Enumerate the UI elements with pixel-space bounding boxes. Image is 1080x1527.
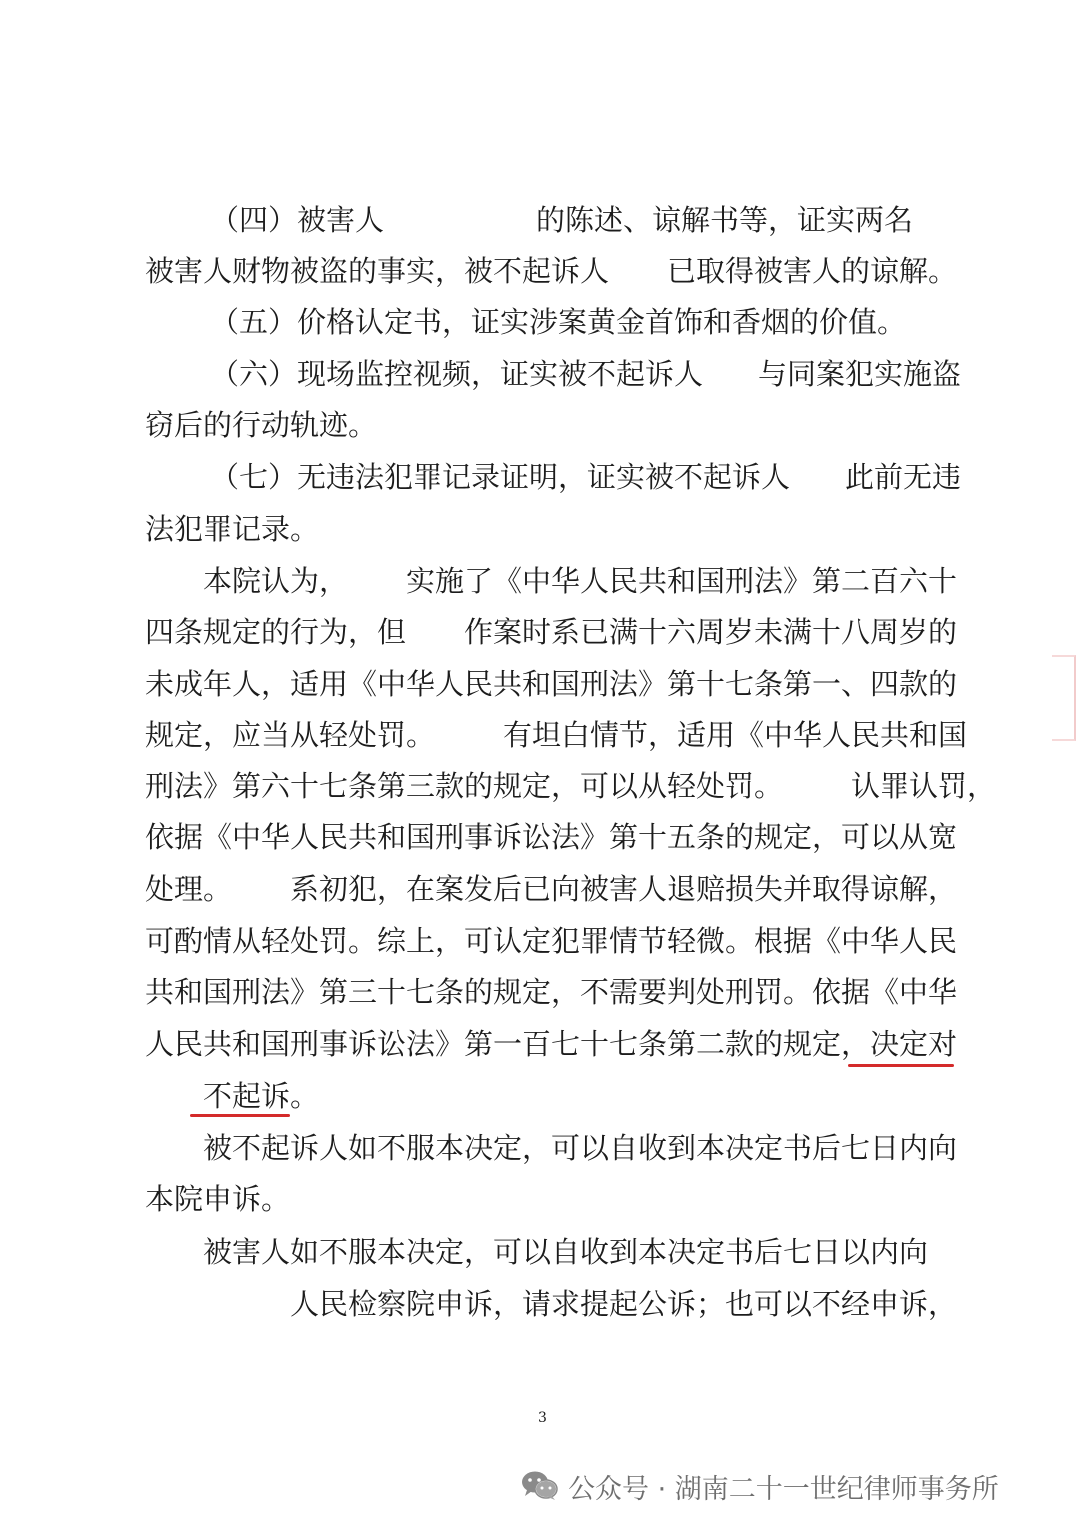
line-18-seg-1: 不起诉。: [203, 1079, 320, 1113]
line-8-seg-2: 实施了《中华人民共和国刑法》第二百六十: [406, 564, 958, 598]
text-line-12: [145, 767, 996, 805]
text-line-16: [145, 973, 957, 1011]
text-line-3: [210, 303, 906, 341]
watermark: [520, 1466, 999, 1506]
text-line-19: [203, 1129, 957, 1167]
text-line-4: [210, 355, 961, 393]
text-line-7: [145, 510, 319, 548]
line-20-seg-1: 本院申诉。: [145, 1182, 291, 1216]
line-21-seg-1: 被害人如不服本决定，可以自收到本决定书后七日以内向: [203, 1235, 929, 1269]
text-line-15: [145, 922, 957, 960]
line-6-seg-2: 此前无违: [845, 460, 962, 494]
text-line-2: [145, 252, 957, 290]
line-13-seg-1: 依据《中华人民共和国刑事诉讼法》第十五条的规定，可以从宽: [145, 820, 958, 854]
line-22-seg-1: 人民检察院申诉，请求提起公诉；也可以不经申诉，: [290, 1287, 958, 1321]
line-7-seg-1: 法犯罪记录。: [145, 512, 320, 546]
line-3-seg-1: （五）价格认定书，证实涉案黄金首饰和香烟的价值。: [210, 305, 907, 339]
line-5-seg-1: 窃后的行动轨迹。: [145, 408, 378, 442]
page-number: 3: [538, 1410, 547, 1426]
text-line-5: [145, 406, 377, 444]
line-15-seg-1: 可酌情从轻处罚。综上，可认定犯罪情节轻微。根据《中华人民: [145, 924, 958, 958]
text-line-9: [145, 613, 957, 651]
line-8-seg-1: 本院认为，: [203, 564, 349, 598]
line-14-seg-2: 系初犯，在案发后已向被害人退赔损失并取得谅解，: [290, 872, 958, 906]
text-line-11: [145, 716, 967, 754]
text-line-14: [145, 870, 957, 908]
line-12-seg-1: 刑法》第六十七条第三款的规定，可以从轻处罚。: [145, 769, 784, 803]
line-4-seg-1: （六）现场监控视频，证实被不起诉人: [210, 357, 704, 391]
seal-fragment: [1052, 655, 1076, 741]
text-line-17: [145, 1025, 957, 1063]
line-19-seg-1: 被不起诉人如不服本决定，可以自收到本决定书后七日内向: [203, 1131, 958, 1165]
text-line-10: [145, 665, 957, 703]
line-12-seg-2: 认罪认罚，: [851, 769, 997, 803]
line-11-seg-2: 有坦白情节，适用《中华人民共和国: [503, 718, 968, 752]
line-1-seg-1: （四）被害人: [210, 203, 385, 237]
line-1-seg-2: 的陈述、谅解书等，证实两名: [536, 203, 914, 237]
line-4-seg-2: 与同案犯实施盗: [758, 357, 962, 391]
line-16-seg-1: 共和国刑法》第三十七条的规定，不需要判处刑罚。依据《中华: [145, 975, 958, 1009]
line-11-seg-1: 规定，应当从轻处罚。: [145, 718, 436, 752]
text-line-13: [145, 818, 957, 856]
line-9-seg-1: 四条规定的行为，但: [145, 615, 407, 649]
line-14-seg-1: 处理。: [145, 872, 233, 906]
line-2-seg-1: 被害人财物被盗的事实，被不起诉人: [145, 254, 610, 288]
red-underline-2: [190, 1114, 290, 1117]
text-line-21: [203, 1233, 928, 1271]
text-line-18: [203, 1077, 319, 1115]
wechat-icon: [520, 1469, 560, 1503]
text-line-1: [210, 201, 913, 239]
text-line-6: [210, 458, 961, 496]
text-line-22: [290, 1285, 957, 1323]
line-10-seg-1: 未成年人，适用《中华人民共和国刑法》第十七条第一、四款的: [145, 667, 958, 701]
line-2-seg-2: 已取得被害人的谅解。: [667, 254, 958, 288]
watermark-text: 公众号 · 湖南二十一世纪律师事务所: [568, 1473, 999, 1505]
line-6-seg-1: （七）无违法犯罪记录证明，证实被不起诉人: [210, 460, 791, 494]
text-line-20: [145, 1180, 290, 1218]
text-line-8: [203, 562, 957, 600]
line-9-seg-2: 作案时系已满十六周岁未满十八周岁的: [464, 615, 958, 649]
line-17-seg-1: 人民共和国刑事诉讼法》第一百七十七条第二款的规定，决定对: [145, 1027, 958, 1061]
red-underline-1: [848, 1064, 954, 1067]
